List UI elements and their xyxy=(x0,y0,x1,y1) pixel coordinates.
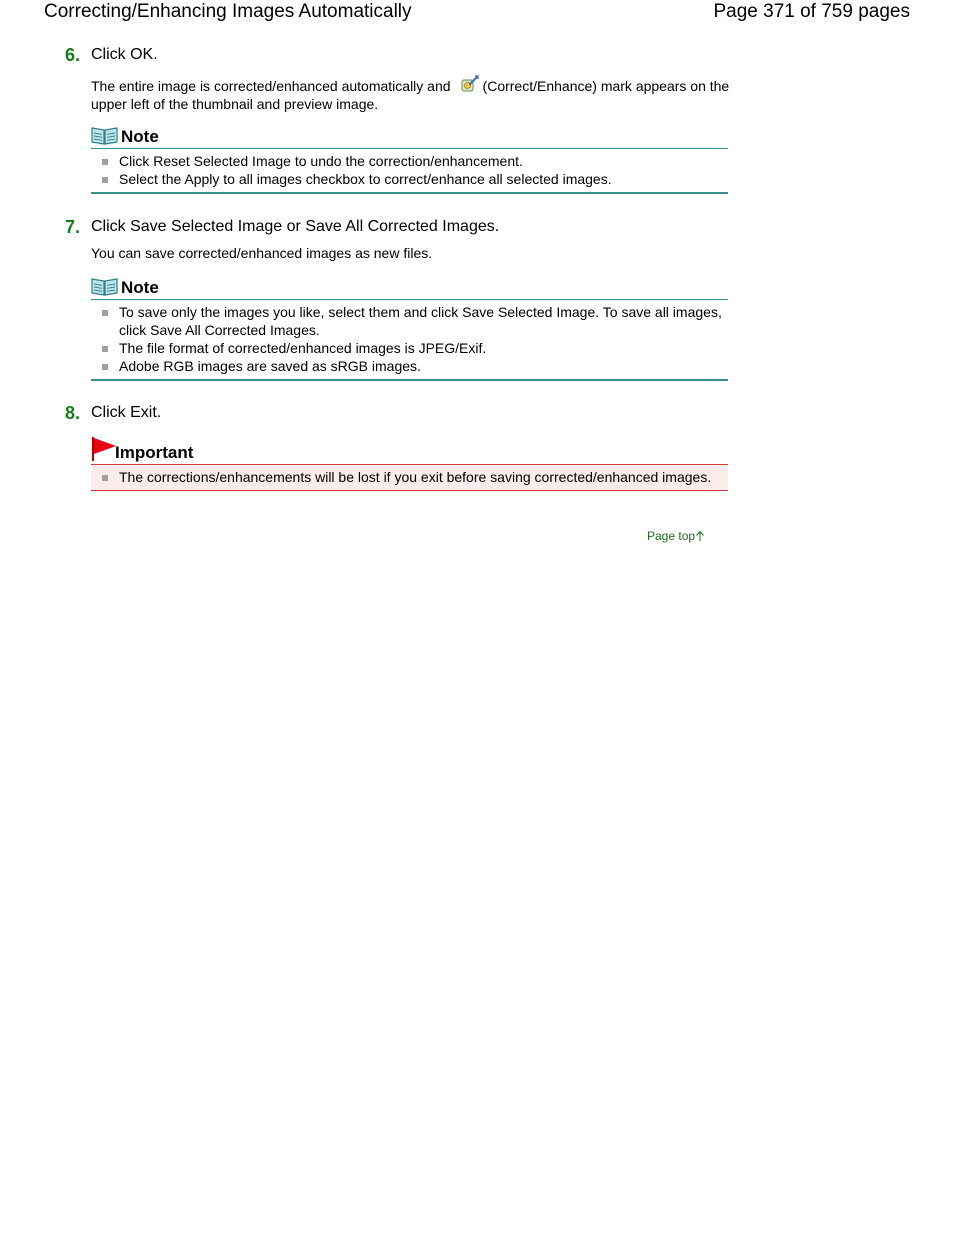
important-box xyxy=(91,438,728,491)
step-description-text: (Correct/Enhance) mark appears on the upper left of the thumbnail and preview image. xyxy=(91,78,730,112)
document-title: Correcting/Enhancing Images Automatically xyxy=(44,1,412,22)
list-item xyxy=(91,170,728,188)
arrow-up-icon xyxy=(695,530,705,542)
note-box xyxy=(91,122,728,194)
list-item xyxy=(91,357,728,375)
page-top-label: Page top xyxy=(647,529,696,543)
bullet-icon xyxy=(102,159,108,165)
step-number: 7. xyxy=(65,217,81,237)
note-label: Note xyxy=(121,127,159,146)
important-label: Important xyxy=(115,443,194,462)
bullet-icon xyxy=(102,346,108,352)
page-header xyxy=(0,0,954,26)
step-description-text: The entire image is corrected/enhanced automatically and xyxy=(91,78,451,94)
important-body xyxy=(91,465,728,490)
note-box xyxy=(91,273,728,381)
list-item xyxy=(91,468,728,486)
note-body xyxy=(91,149,728,192)
step-description: You can save corrected/enhanced images as new files. xyxy=(91,245,433,261)
step-number: 8. xyxy=(65,403,81,423)
step-title: Click Exit. xyxy=(91,404,162,421)
step-title: Click OK. xyxy=(91,46,158,63)
step-number: 6. xyxy=(65,45,81,65)
important-header xyxy=(91,438,728,465)
list-item xyxy=(91,303,728,339)
list-item-text: The corrections/enhancements will be lost if you exit before saving corrected/enhanced images. xyxy=(119,469,712,485)
bullet-icon xyxy=(102,310,108,316)
list-item-text: Select the Apply to all images checkbox to correct/enhance all selected images. xyxy=(119,171,612,187)
page-top-link[interactable] xyxy=(647,528,705,544)
note-body xyxy=(91,300,728,379)
red-flag-icon xyxy=(91,436,117,462)
note-header xyxy=(91,273,728,300)
correct-enhance-icon xyxy=(459,75,479,93)
note-header xyxy=(91,122,728,149)
list-item xyxy=(91,339,728,357)
list-item-text: The file format of corrected/enhanced images is JPEG/Exif. xyxy=(119,340,487,356)
book-icon xyxy=(91,125,118,145)
step-description xyxy=(91,75,731,113)
list-item-text: To save only the images you like, select them and click Save Selected Image. To save all images, click Save All Corrected Images. xyxy=(119,304,722,338)
list-item xyxy=(91,152,728,170)
list-item-text: Click Reset Selected Image to undo the correction/enhancement. xyxy=(119,153,523,169)
bullet-icon xyxy=(102,364,108,370)
book-icon xyxy=(91,276,118,296)
note-label: Note xyxy=(121,278,159,297)
list-item-text: Adobe RGB images are saved as sRGB images. xyxy=(119,358,421,374)
bullet-icon xyxy=(102,475,108,481)
step-title: Click Save Selected Image or Save All Corrected Images. xyxy=(91,218,500,235)
page-counter: Page 371 of 759 pages xyxy=(713,1,910,22)
bullet-icon xyxy=(102,177,108,183)
